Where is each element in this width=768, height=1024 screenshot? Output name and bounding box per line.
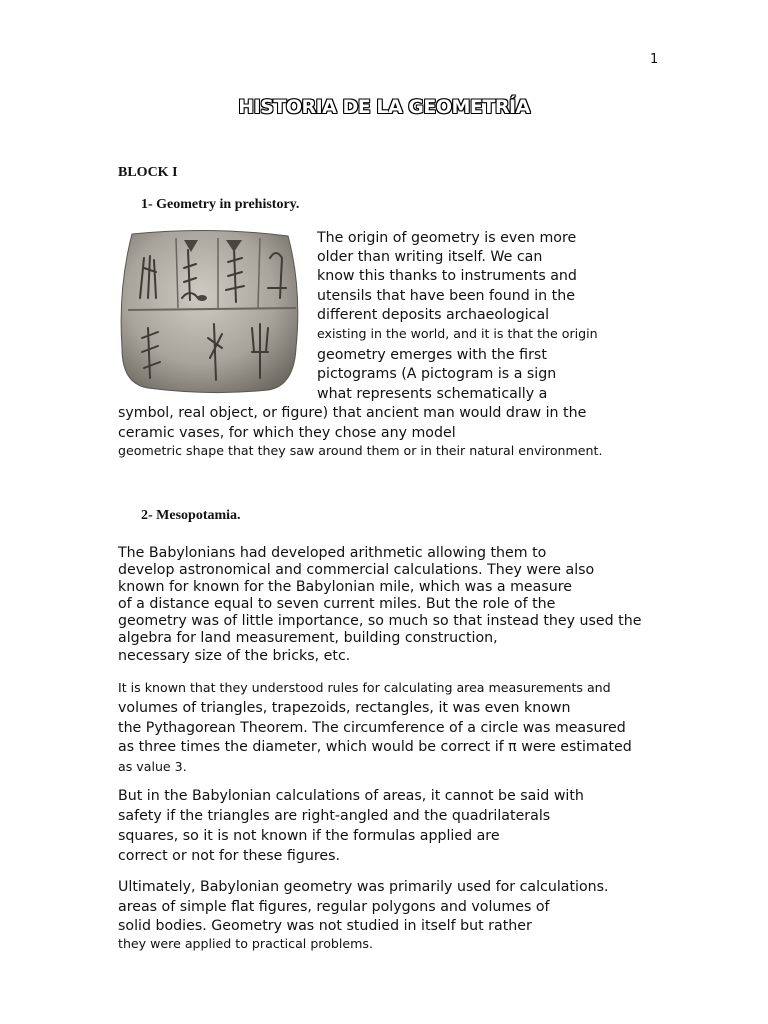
- text-line: It is known that they understood rules for calculating area measurements and: [118, 680, 611, 695]
- text-line: necessary size of the bricks, etc.: [118, 648, 351, 664]
- text-line: symbol, real object, or figure) that ancient man would draw in the: [118, 405, 587, 421]
- text-line: they were applied to practical problems.: [118, 936, 373, 951]
- text-line: geometric shape that they saw around them or in their natural environment.: [118, 443, 603, 458]
- text-line: geometry emerges with the first: [317, 347, 547, 363]
- text-line: pictograms (A pictogram is a sign: [317, 366, 557, 382]
- text-line: utensils that have been found in the: [317, 288, 575, 304]
- text-line: older than writing itself. We can: [317, 249, 543, 265]
- document-title: HISTORIA DE LA GEOMETRÍA: [238, 96, 530, 118]
- text-line: areas of simple flat figures, regular polygons and volumes of: [118, 899, 550, 915]
- text-line: correct or not for these figures.: [118, 848, 340, 864]
- section-heading-mesopotamia: 2- Mesopotamia.: [141, 508, 241, 523]
- text-line: squares, so it is not known if the formulas applied are: [118, 828, 500, 844]
- text-line: ceramic vases, for which they chose any model: [118, 425, 456, 441]
- text-line: of a distance equal to seven current miles. But the role of the: [118, 596, 556, 612]
- section-heading-prehistory: 1- Geometry in prehistory.: [141, 197, 300, 212]
- text-line: The Babylonians had developed arithmetic allowing them to: [118, 545, 547, 561]
- text-line: But in the Babylonian calculations of areas, it cannot be said with: [118, 788, 584, 804]
- text-line: known for known for the Babylonian mile, which was a measure: [118, 579, 572, 595]
- text-line: as value 3.: [118, 759, 187, 774]
- text-line: the Pythagorean Theorem. The circumference of a circle was measured: [118, 720, 626, 736]
- text-line: what represents schematically a: [317, 386, 548, 402]
- text-line: The origin of geometry is even more: [317, 230, 577, 246]
- block-heading: BLOCK I: [118, 165, 178, 180]
- text-line: existing in the world, and it is that the origin: [317, 326, 598, 341]
- text-line: develop astronomical and commercial calculations. They were also: [118, 562, 595, 578]
- text-line: know this thanks to instruments and: [317, 268, 577, 284]
- text-line: volumes of triangles, trapezoids, rectangles, it was even known: [118, 700, 571, 716]
- text-line: safety if the triangles are right-angled and the quadrilaterals: [118, 808, 551, 824]
- text-line: different deposits archaeological: [317, 307, 550, 323]
- text-line: as three times the diameter, which would be correct if π were estimated: [118, 739, 632, 755]
- text-line: Ultimately, Babylonian geometry was primarily used for calculations.: [118, 879, 609, 895]
- text-line: geometry was of little importance, so much so that instead they used the: [118, 613, 642, 629]
- cuneiform-tablet-image: [118, 228, 302, 394]
- page-number: 1: [650, 52, 659, 67]
- text-line: algebra for land measurement, building construction,: [118, 630, 498, 646]
- text-line: solid bodies. Geometry was not studied in itself but rather: [118, 918, 532, 934]
